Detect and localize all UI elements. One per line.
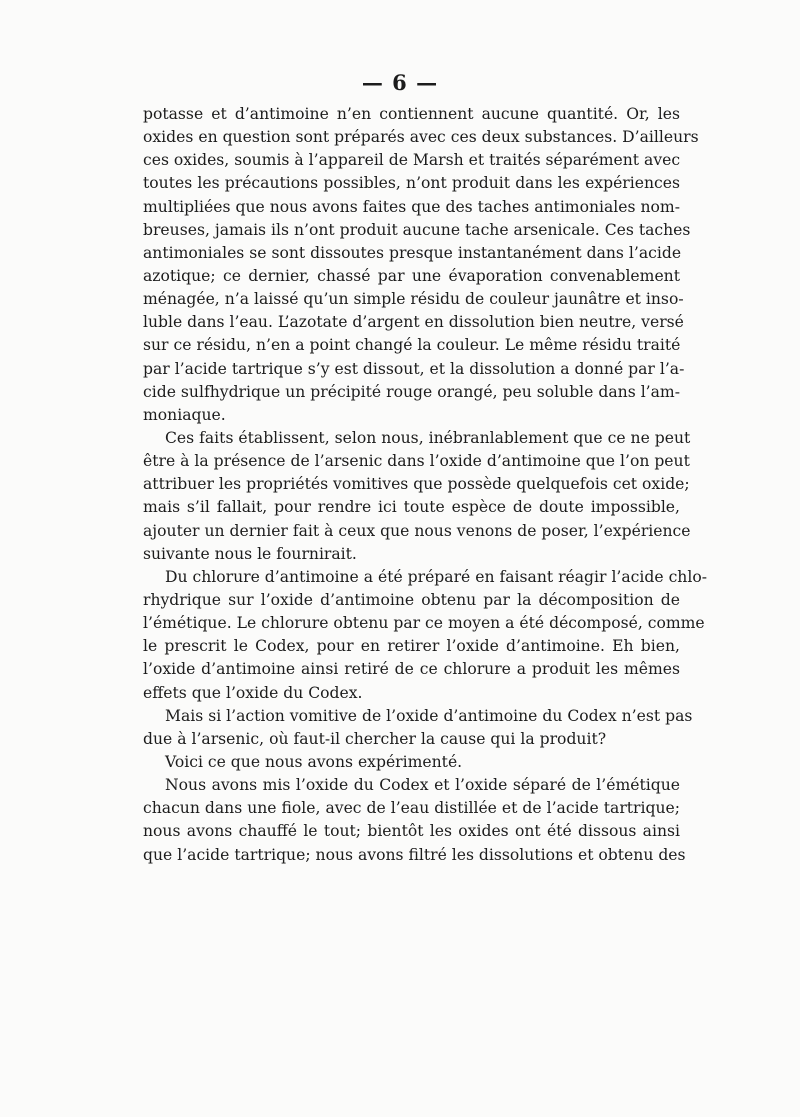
text-line: ajouter un dernier fait à ceux que nous venons de poser, l’expérience: [143, 521, 691, 540]
text-line: due à l’arsenic, où faut-il chercher la cause qui la produit?: [143, 729, 607, 748]
text-line: multipliées que nous avons faites que des taches antimoniales nom-: [143, 197, 680, 216]
text-line: chacun dans une fiole, avec de l’eau distillée et de l’acide tartrique;: [143, 799, 680, 818]
text-line: moniaque.: [143, 405, 226, 424]
text-line: par l’acide tartrique s’y est dissout, et la dissolution a donné par l’a-: [143, 359, 685, 378]
text-line: effets que l’oxide du Codex.: [143, 683, 363, 702]
text-line: nous avons chauffé le tout; bientôt les oxides ont été dissous ainsi: [143, 822, 680, 841]
text-line: azotique; ce dernier, chassé par une évaporation convenablement: [143, 266, 680, 285]
text-line: ces oxides, soumis à l’appareil de Marsh et traités séparément avec: [143, 151, 681, 170]
text-line: attribuer les propriétés vomitives que possède quelquefois cet oxide;: [143, 475, 690, 494]
text-line: mais s’il fallait, pour rendre ici toute espèce de doute impossible,: [143, 498, 680, 517]
text-line: ménagée, n’a laissé qu’un simple résidu de couleur jaunâtre et inso-: [143, 290, 684, 309]
text-line: l’oxide d’antimoine ainsi retiré de ce chlorure a produit les mêmes: [143, 660, 680, 679]
text-line: toutes les précautions possibles, n’ont produit dans les expériences: [143, 174, 680, 193]
text-line: rhydrique sur l’oxide d’antimoine obtenu par la décomposition de: [143, 590, 680, 609]
text-line: Ces faits établissent, selon nous, inébranlablement que ce ne peut: [165, 428, 691, 447]
body-text: [143, 103, 707, 867]
text-line: sur ce résidu, n’en a point changé la couleur. Le même résidu traité: [143, 336, 681, 355]
text-line: que l’acide tartrique; nous avons filtré les dissolutions et obtenu des: [143, 845, 686, 864]
text-line: antimoniales se sont dissoutes presque instantanément dans l’acide: [143, 243, 682, 262]
text-line: Voici ce que nous avons expérimenté.: [165, 752, 463, 771]
text-line: être à la présence de l’arsenic dans l’oxide d’antimoine que l’on peut: [143, 452, 690, 471]
text-line: breuses, jamais ils n’ont produit aucune tache arsenicale. Ces taches: [143, 220, 691, 239]
text-line: oxides en question sont préparés avec ces deux substances. D’ailleurs: [143, 128, 699, 147]
text-line: suivante nous le fournirait.: [143, 544, 357, 563]
text-line: potasse et d’antimoine n’en contiennent aucune quantité. Or, les: [143, 105, 680, 123]
text-line: Du chlorure d’antimoine a été préparé en faisant réagir l’acide chlo-: [165, 567, 707, 586]
text-line: Nous avons mis l’oxide du Codex et l’oxide séparé de l’émétique: [165, 776, 680, 795]
text-line: le prescrit le Codex, pour en retirer l’oxide d’antimoine. Eh bien,: [143, 637, 680, 656]
page-number: — 6 —: [361, 70, 439, 95]
text-line: l’émétique. Le chlorure obtenu par ce moyen a été décomposé, comme: [143, 614, 705, 633]
text-line: luble dans l’eau. L’azotate d’argent en dissolution bien neutre, versé: [143, 313, 684, 332]
text-line: Mais si l’action vomitive de l’oxide d’antimoine du Codex n’est pas: [165, 706, 693, 725]
text-line: cide sulfhydrique un précipité rouge orangé, peu soluble dans l’am-: [143, 382, 680, 401]
